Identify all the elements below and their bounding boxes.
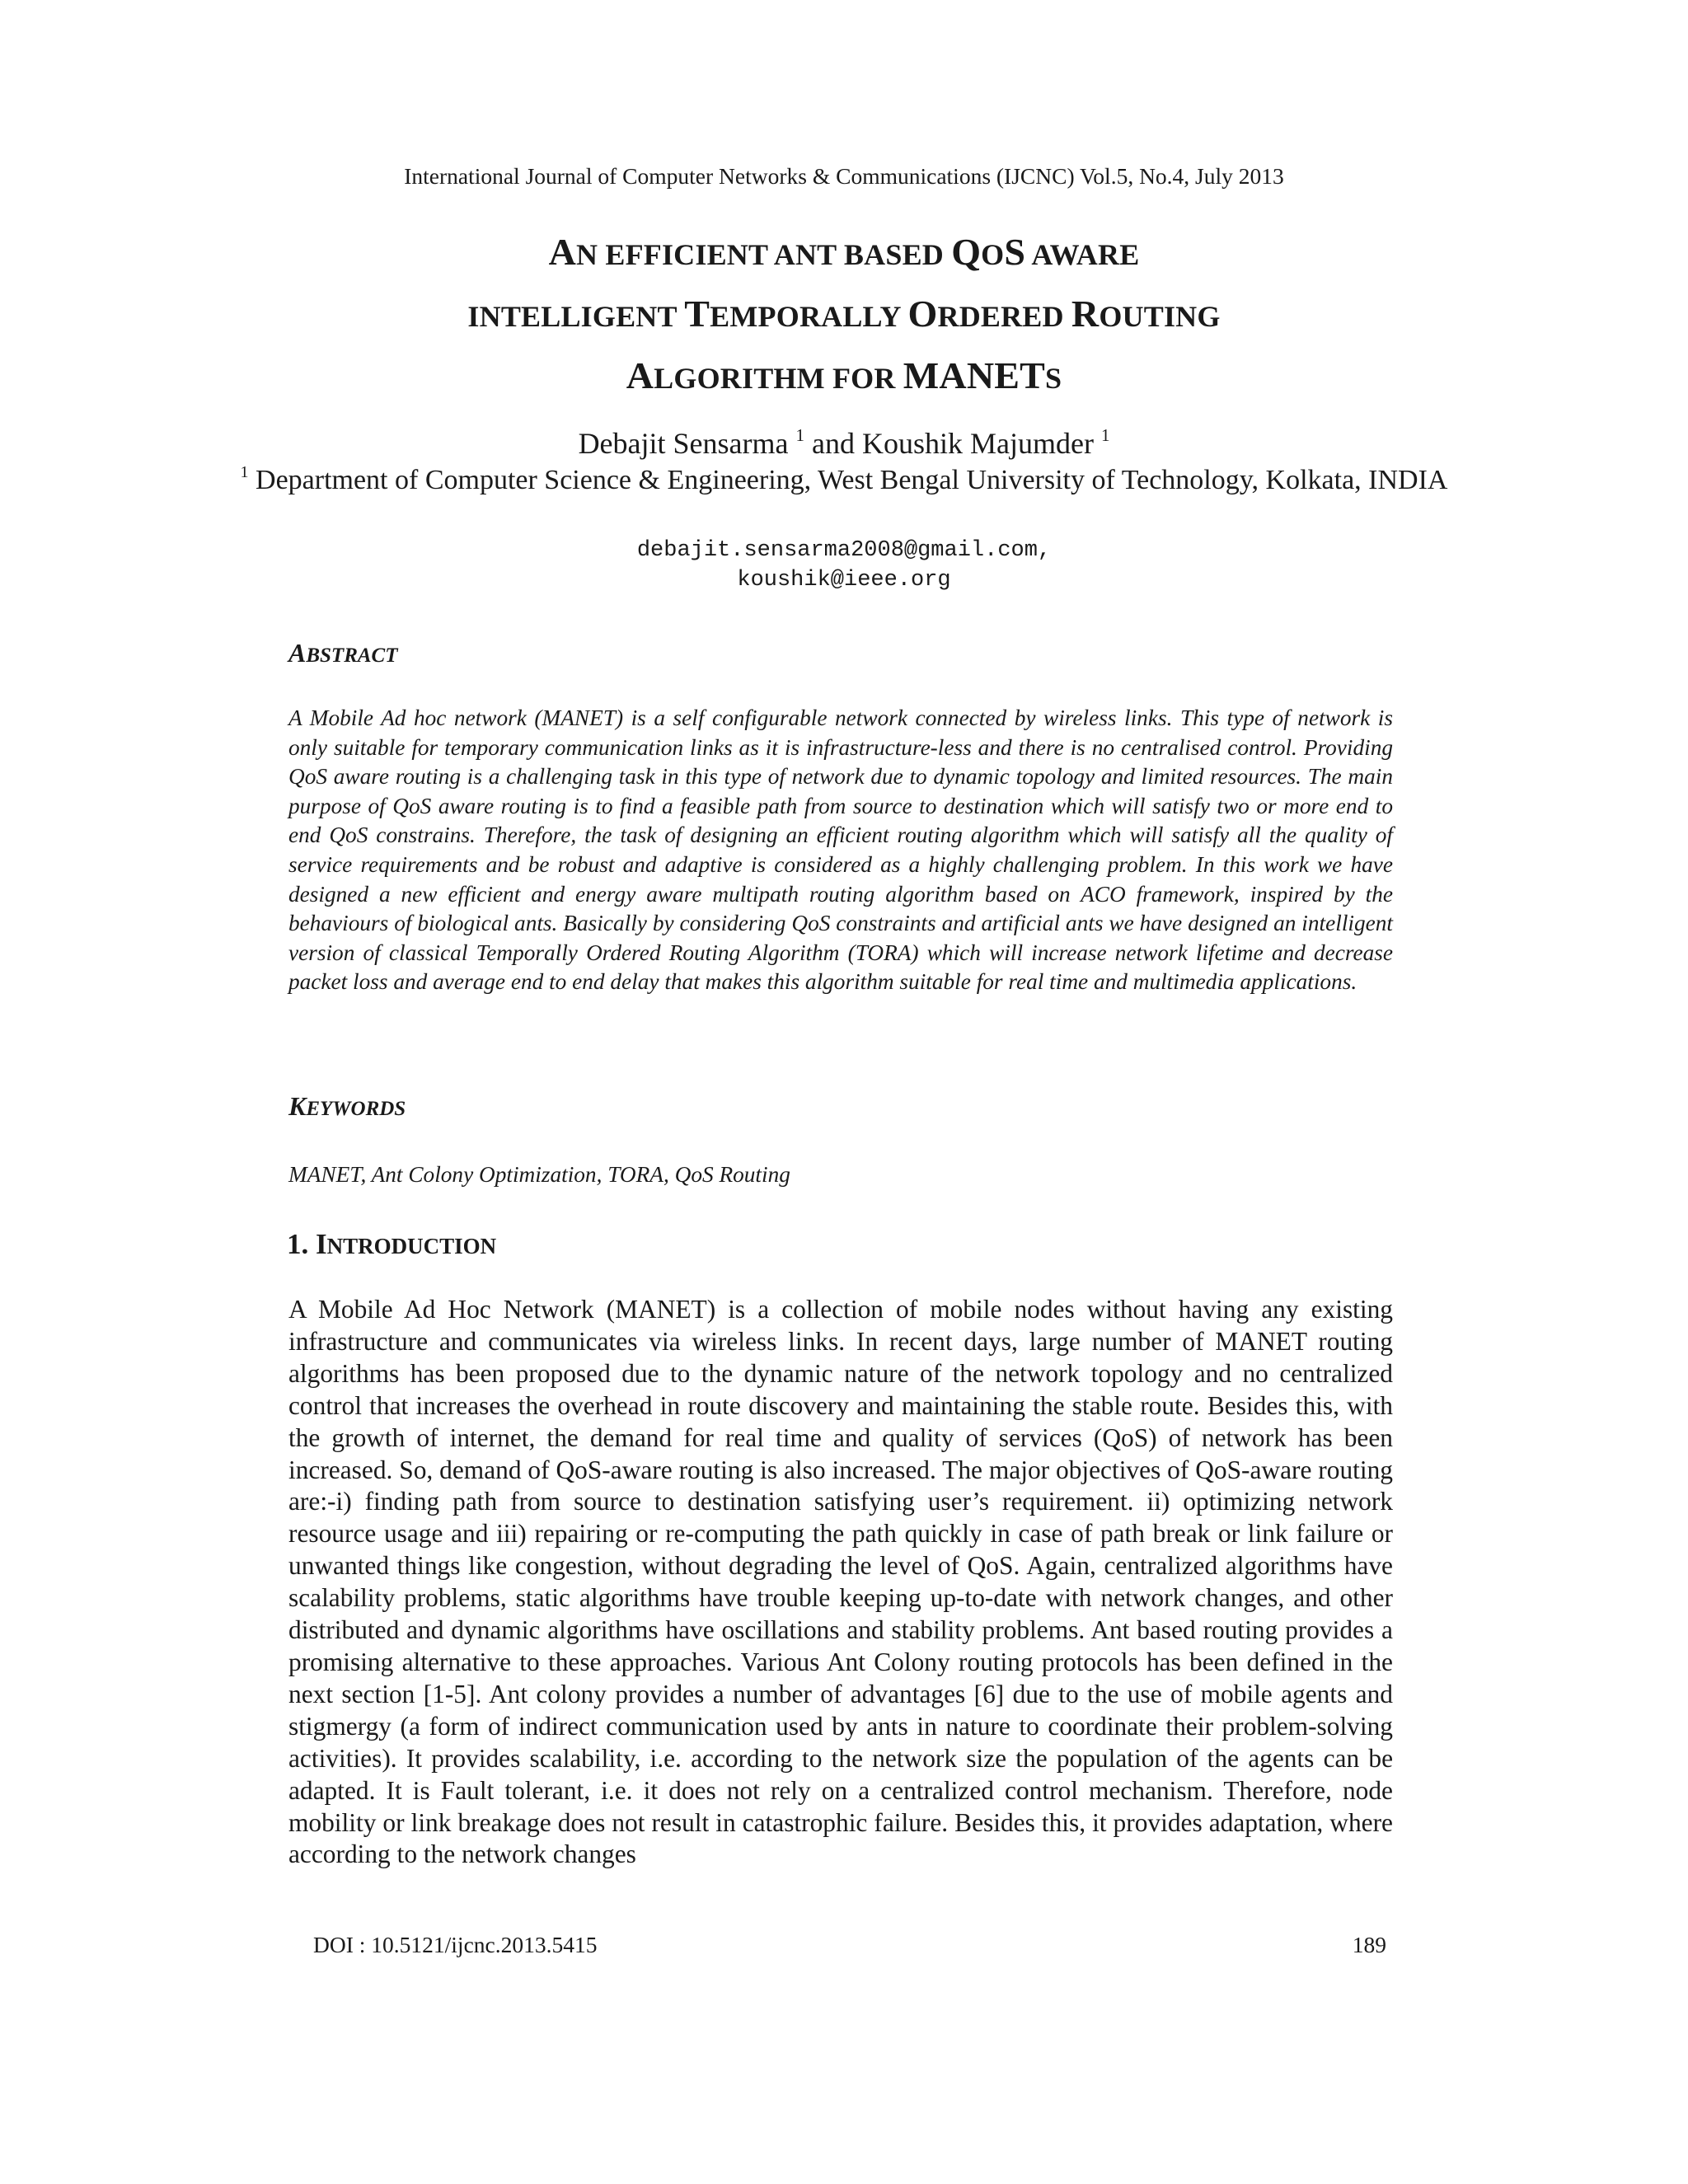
- author-emails: [0, 536, 1688, 595]
- author-list: [0, 425, 1688, 462]
- keywords-body: MANET, Ant Colony Optimization, TORA, QoS Routing: [288, 1162, 790, 1187]
- abstract-heading: ABSTRACT: [288, 638, 398, 668]
- author-1-affil-mark: 1: [795, 425, 804, 445]
- page-number: 189: [1352, 1932, 1386, 1957]
- paper-title: [132, 223, 1556, 408]
- journal-header: International Journal of Computer Networks & Communications (IJCNC) Vol.5, No.4, July 2013: [404, 163, 1284, 189]
- email-2[interactable]: koushik@ieee.org: [737, 568, 951, 593]
- affiliation: [165, 462, 1523, 499]
- email-1[interactable]: debajit.sensarma2008@gmail.com,: [636, 538, 1052, 563]
- author-connector: and Koushik Majumder: [804, 427, 1101, 460]
- introduction-body: A Mobile Ad Hoc Network (MANET) is a collection of mobile nodes without having any existing infrastructure and communicates via wireless links. In recent days, large number of MANET routing algorithms has been proposed due to the dynamic nature of the network topology and no centralized control that increases the overhead in route discovery and maintaining the stable route. Besides this, with the growth of internet, the demand for real time and quality of services (QoS) of network has been increased. So, demand of QoS-aware routing is also increased. The major objectives of QoS-aware routing are:-i) finding path from source to destination satisfying user’s requirement. ii) optimizing network resource usage and iii) repairing or re-computing the path quickly in case of path break or link failure or unwanted things like congestion, without degrading the level of QoS. Again, centralized algorithms have scalability problems, static algorithms have trouble keeping up-to-date with network changes, and other distributed and dynamic algorithms have oscillations and stability problems. Ant based routing provides a promising alternative to these approaches. Various Ant Colony routing protocols has been defined in the next section [1-5]. Ant colony provides a number of advantages [6] due to the use of mobile agents and stigmergy (a form of indirect communication used by ants in nature to coordinate their problem-solving activities). It provides scalability, i.e. according to the network size the population of the agents can be adapted. It is Fault tolerant, i.e. it does not rely on a centralized control mechanism. Therefore, node mobility or link breakage does not result in catastrophic failure. Besides this, it provides adaptation, where according to the network changes: [288, 1295, 1393, 1869]
- title-line-2: INTELLIGENT TEMPORALLY ORDERED ROUTING: [467, 293, 1221, 335]
- abstract-body: A Mobile Ad hoc network (MANET) is a self configurable network connected by wireless links. This type of network is only suitable for temporary communication links as it is infrastructure-less and there is no centralised control. Providing QoS aware routing is a challenging task in this type of network due to dynamic topology and limited resources. The main purpose of QoS aware routing is to find a feasible path from source to destination which will satisfy two or more end to end QoS constrains. Therefore, the task of designing an efficient routing algorithm which will satisfy all the quality of service requirements and be robust and adaptive is considered as a highly challenging problem. In this work we have designed a new efficient and energy aware multipath routing algorithm based on ACO framework, inspired by the behaviours of biological ants. Basically by considering QoS constraints and artificial ants we have designed an intelligent version of classical Temporally Ordered Routing Algorithm (TORA) which will increase network lifetime and decrease packet loss and average end to end delay that makes this algorithm suitable for real time and multimedia applications.: [288, 705, 1393, 995]
- doi-footer[interactable]: DOI : 10.5121/ijcnc.2013.5415: [313, 1932, 598, 1957]
- title-line-3: ALGORITHM FOR MANETS: [626, 354, 1062, 396]
- keywords-heading: KEYWORDS: [288, 1091, 406, 1121]
- affiliation-mark: 1: [240, 463, 249, 481]
- author-1: Debajit Sensarma: [578, 427, 796, 460]
- author-2-affil-mark: 1: [1100, 425, 1110, 445]
- title-line-1: AN EFFICIENT ANT BASED QOS AWARE: [548, 231, 1140, 273]
- affiliation-text: Department of Computer Science & Engineering, West Bengal University of Technology, Kolkata, INDIA: [248, 465, 1448, 495]
- introduction-heading: 1. INTRODUCTION: [287, 1228, 497, 1260]
